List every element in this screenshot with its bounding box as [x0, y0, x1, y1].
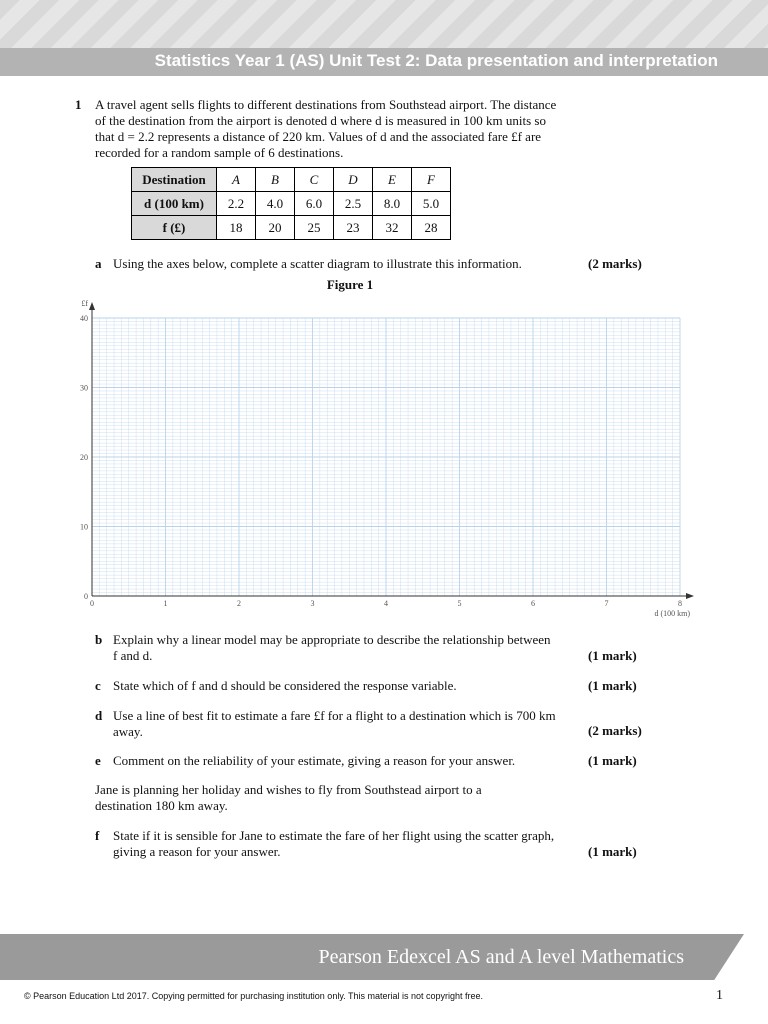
table-cell: 32 [373, 216, 412, 240]
part-e-marks: (1 mark) [588, 753, 637, 768]
x-tick-label: 2 [237, 599, 241, 608]
table-cell: 20 [256, 216, 295, 240]
part-b-text: Explain why a linear model may be appropriate to describe the relationship between f and d. [113, 632, 551, 663]
x-tick-label: 1 [163, 599, 168, 608]
part-c-text: State which of f and d should be considered the response variable. [113, 678, 457, 693]
y-axis-arrow-icon [89, 302, 95, 310]
x-tick-label: 7 [604, 599, 609, 608]
x-tick-label: 0 [90, 599, 94, 608]
part-f-letter: f [95, 828, 100, 843]
y-axis-label: £f [81, 299, 88, 308]
figure-title: Figure 1 [326, 277, 374, 292]
table-cell: 28 [412, 216, 451, 240]
part-f-text: State if it is sensible for Jane to estimate the fare of her flight using the scatter graph, giving a reason for your answer. [113, 828, 555, 859]
footer-title: Pearson Edexcel AS and A level Mathematics [318, 946, 684, 968]
table-cell: B [256, 168, 295, 192]
table-row-header: Destination [132, 168, 217, 192]
table-cell: D [334, 168, 373, 192]
table-row [132, 216, 451, 240]
table-row-header: d (100 km) [132, 192, 217, 216]
table-cell: C [295, 168, 334, 192]
y-tick-label: 10 [80, 522, 88, 532]
question-intro: A travel agent sells flights to different destinations from Southstead airport. The distance of the destination from the airport is denoted d where d is measured in 100 km units so that d = 2.2 represents a distance of 220 km. Values of d and the associated fare £f are recorded for a random sample of 6 destinations. [95, 97, 557, 160]
part-e-letter: e [95, 753, 101, 768]
table-cell: 2.5 [334, 192, 373, 216]
table-row [132, 192, 451, 216]
part-a-marks: (2 marks) [588, 256, 642, 271]
table-cell: 18 [217, 216, 256, 240]
table-cell: 4.0 [256, 192, 295, 216]
x-tick-label: 4 [384, 599, 388, 608]
x-tick-label: 8 [678, 599, 682, 608]
page-title: Statistics Year 1 (AS) Unit Test 2: Data presentation and interpretation [154, 51, 718, 70]
question-number: 1 [75, 97, 82, 112]
table-row-header: f (£) [132, 216, 217, 240]
part-a-text: Using the axes below, complete a scatter diagram to illustrate this information. [113, 256, 522, 271]
x-tick-label: 6 [531, 599, 535, 608]
table-cell: 6.0 [295, 192, 334, 216]
table-cell: 2.2 [217, 192, 256, 216]
x-axis-label: d (100 km) [654, 609, 690, 618]
y-tick-label: 20 [80, 453, 88, 462]
part-c-letter: c [95, 678, 101, 693]
table-cell: E [373, 168, 412, 192]
table-row [132, 168, 451, 192]
y-tick-label: 30 [80, 383, 88, 393]
y-tick-label: 40 [80, 314, 88, 323]
part-d-marks: (2 marks) [588, 723, 642, 738]
part-b-marks: (1 mark) [588, 648, 637, 663]
part-d-letter: d [95, 708, 103, 723]
x-tick-label: 5 [457, 599, 462, 608]
table-cell: 25 [295, 216, 334, 240]
chart-tick-labels [80, 299, 690, 618]
table-cell: 23 [334, 216, 373, 240]
part-c-marks: (1 mark) [588, 678, 637, 693]
part-d-text: Use a line of best fit to estimate a fare £f for a flight to a destination which is 700 km away. [113, 708, 556, 739]
table-cell: 8.0 [373, 192, 412, 216]
page-number: 1 [716, 988, 723, 1003]
jane-scenario-text: Jane is planning her holiday and wishes to fly from Southstead airport to a destination 180 km away. [95, 782, 482, 813]
x-tick-label: 3 [310, 599, 315, 608]
y-tick-label: 0 [84, 592, 88, 601]
scatter-chart [70, 296, 700, 621]
table-cell: 5.0 [412, 192, 451, 216]
part-f-marks: (1 mark) [588, 844, 637, 859]
table-cell: A [217, 168, 256, 192]
copyright-notice: © Pearson Education Ltd 2017. Copying permitted for purchasing institution only. This material is not copyright free. [24, 991, 484, 1001]
data-table [131, 167, 451, 240]
part-a-letter: a [95, 256, 102, 271]
part-e-text: Comment on the reliability of your estimate, giving a reason for your answer. [113, 753, 516, 768]
table-cell: F [412, 168, 451, 192]
part-b-letter: b [95, 632, 103, 647]
x-axis-arrow-icon [686, 593, 694, 599]
